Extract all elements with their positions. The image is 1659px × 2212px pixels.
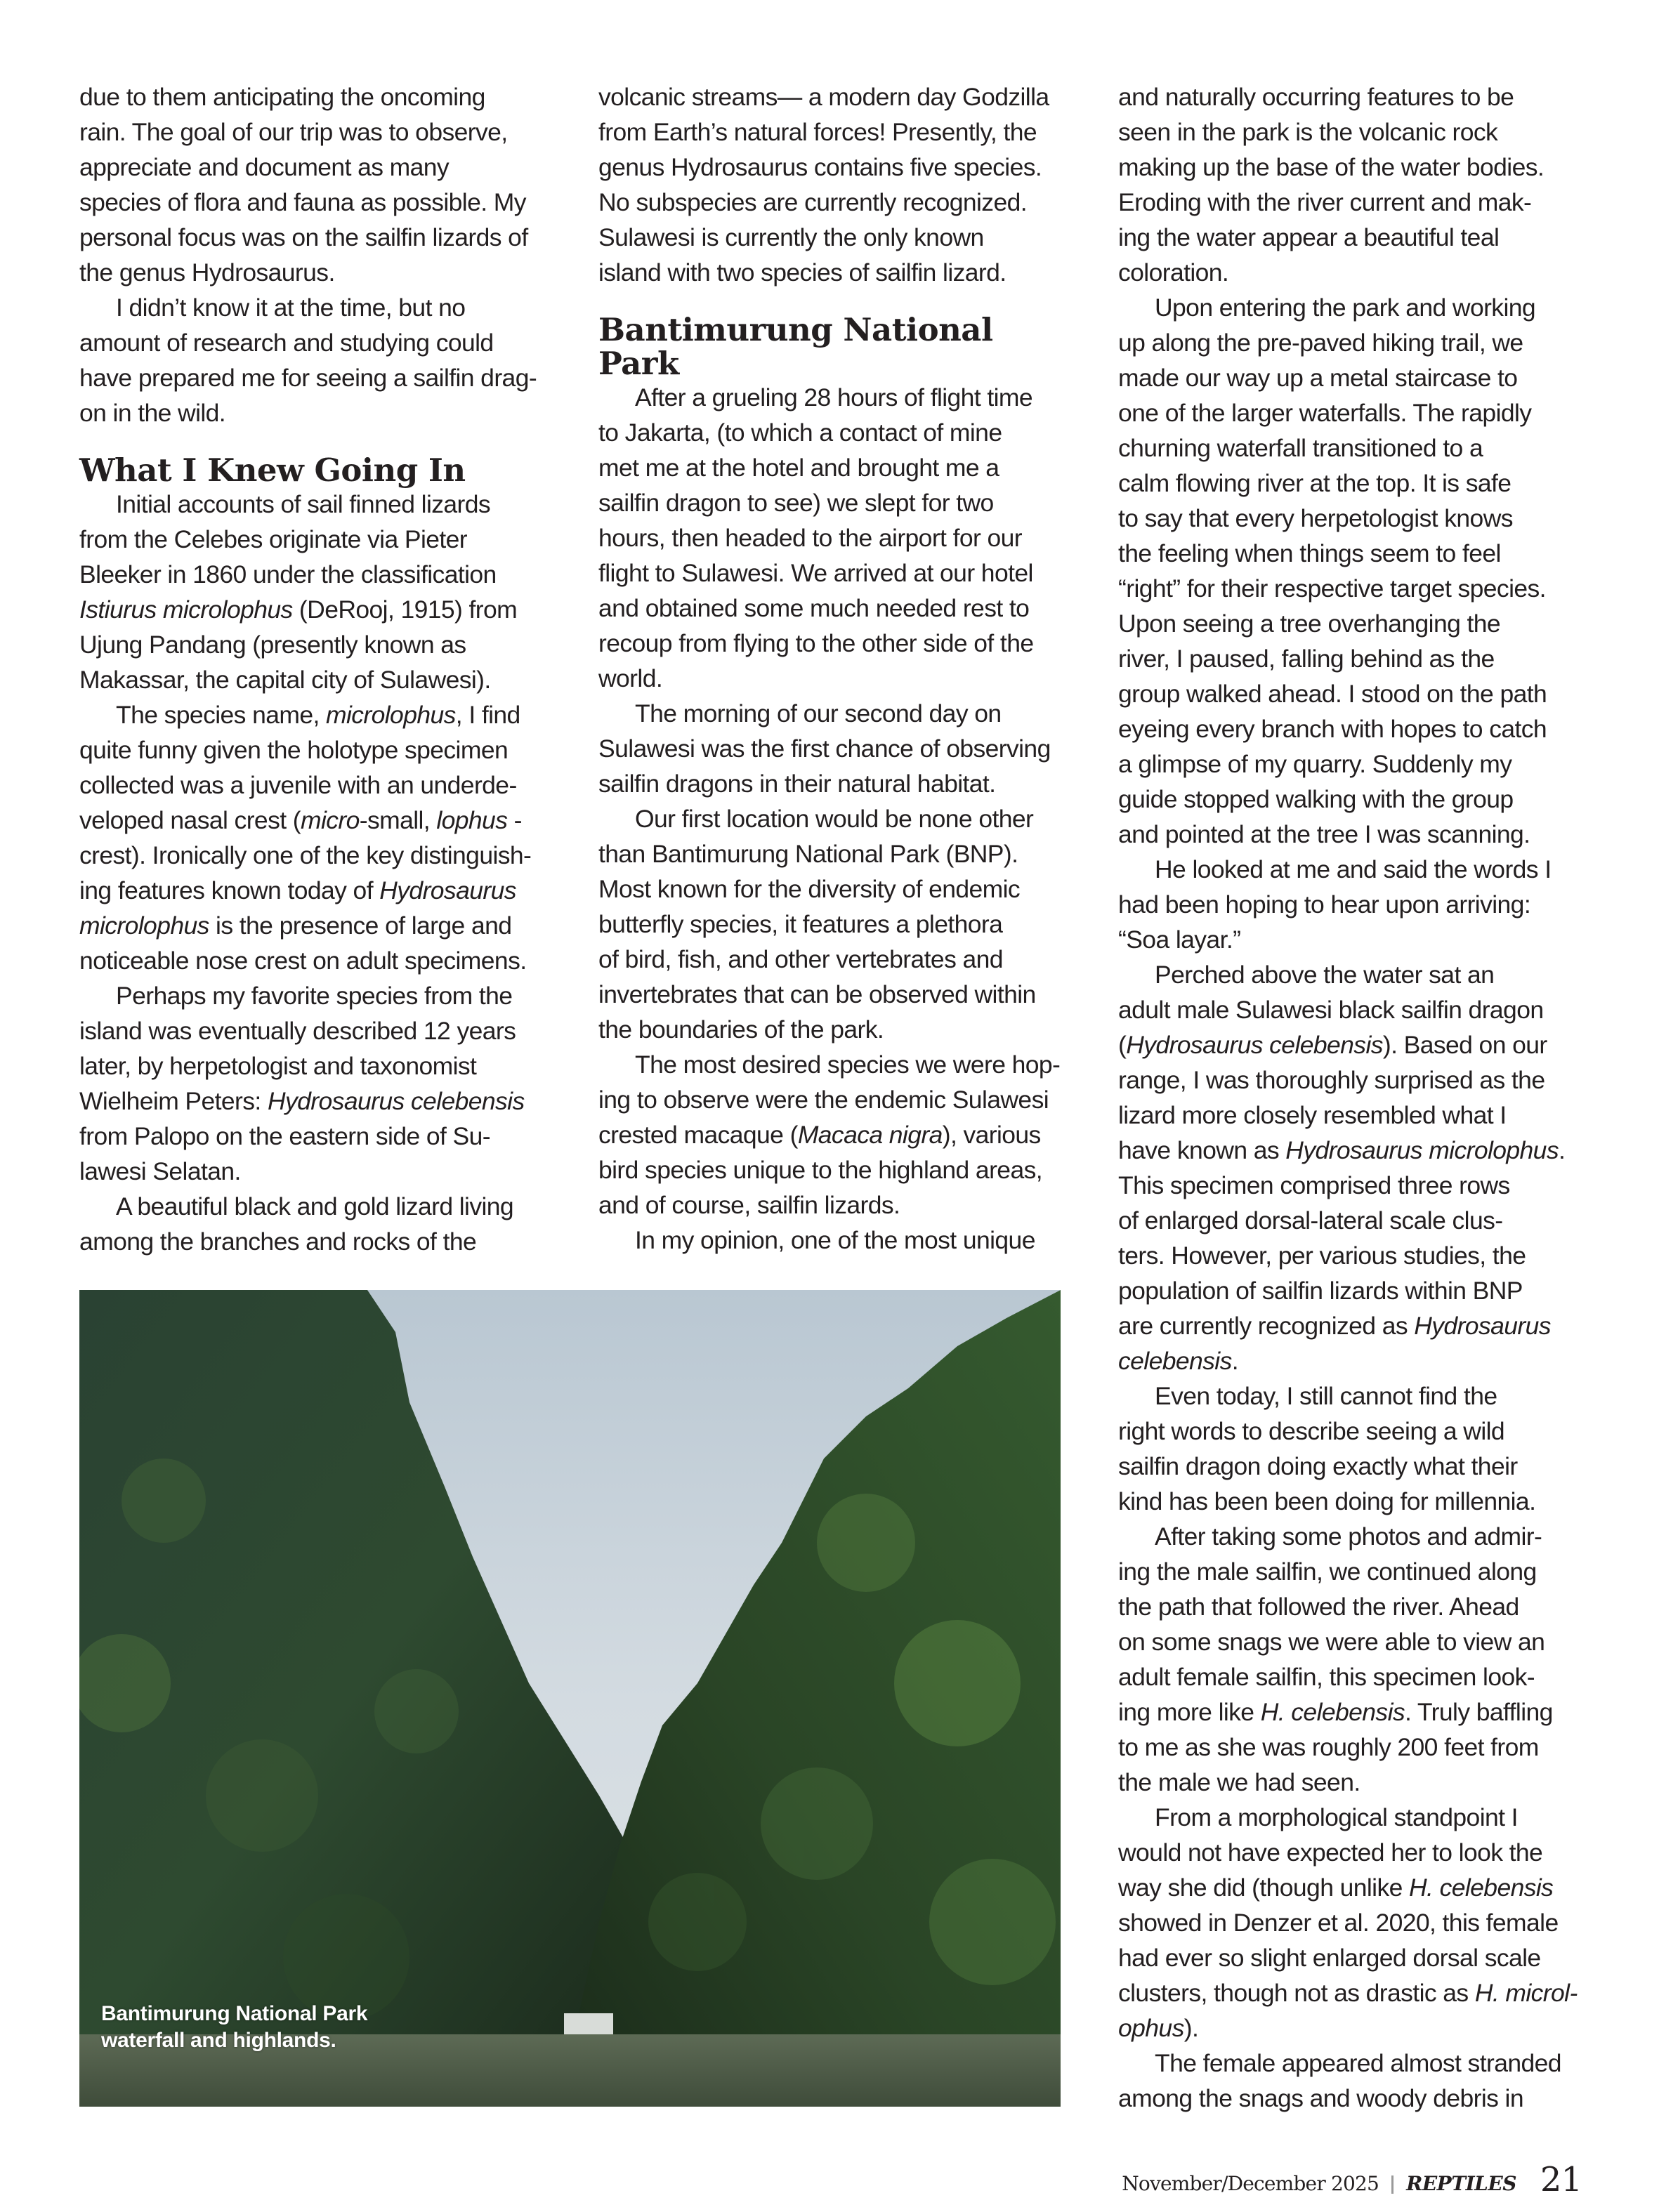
text-line: Perhaps my favorite species from the xyxy=(116,982,513,1010)
species-name: microlophus xyxy=(326,701,456,729)
text-line: had been hoping to hear upon arriving: xyxy=(1118,890,1531,919)
text-span: are currently recognized as xyxy=(1118,1312,1415,1340)
text-line xyxy=(1118,1308,1585,1343)
text-line: and of course, sailfin lizards. xyxy=(598,1191,900,1219)
text-line xyxy=(79,908,546,943)
text-line xyxy=(1118,1133,1585,1168)
species-name: Macaca nigra xyxy=(797,1121,943,1149)
paragraph xyxy=(1118,1800,1585,2046)
text-line: recoup from flying to the other side of the xyxy=(598,629,1034,657)
text-line: than Bantimurung National Park (BNP). xyxy=(598,840,1018,868)
species-name: Hydrosaurus celebensis xyxy=(267,1087,525,1115)
text-line: collected was a juvenile with an underde- xyxy=(79,771,517,799)
text-span: veloped nasal crest ( xyxy=(79,806,301,834)
paragraph xyxy=(79,79,546,290)
text-line: eyeing every branch with hopes to catch xyxy=(1118,715,1547,743)
text-line: volcanic streams— a modern day Godzilla xyxy=(598,83,1049,111)
text-span: crested macaque ( xyxy=(598,1121,798,1149)
text-line: would not have expected her to look the xyxy=(1118,1838,1543,1867)
text-span: -small, xyxy=(359,806,437,834)
text-line: From a morphological standpoint I xyxy=(1155,1803,1518,1831)
text-line xyxy=(79,873,546,908)
text-line: due to them anticipating the oncoming xyxy=(79,83,485,111)
text-line: Bleeker in 1860 under the classification xyxy=(79,560,497,588)
paragraph xyxy=(1118,1378,1585,1519)
text-line: one of the larger waterfalls. The rapidly xyxy=(1118,399,1532,427)
text-span: ), various xyxy=(942,1121,1041,1149)
text-span: ing features known today of xyxy=(79,876,380,904)
species-name: ophus xyxy=(1118,2014,1184,2042)
text-line: Sulawesi was the first chance of observing xyxy=(598,735,1051,763)
section-heading: What I Knew Going In xyxy=(79,452,466,489)
text-line: Perched above the water sat an xyxy=(1155,961,1495,989)
text-line: species of flora and fauna as possible. My xyxy=(79,188,526,216)
text-line: ing the water appear a beautiful teal xyxy=(1118,223,1500,251)
text-line: genus Hydrosaurus contains five species. xyxy=(598,153,1042,181)
text-line: adult male Sulawesi black sailfin dragon xyxy=(1118,996,1544,1024)
text-line: invertebrates that can be observed within xyxy=(598,980,1036,1008)
text-line xyxy=(79,1084,546,1119)
species-name: celebensis xyxy=(1118,1347,1232,1375)
text-line: group walked ahead. I stood on the path xyxy=(1118,680,1547,708)
text-line: flight to Sulawesi. We arrived at our hotel xyxy=(598,559,1033,587)
text-line: island with two species of sailfin lizard. xyxy=(598,258,1006,287)
page-number: 21 xyxy=(1540,2160,1582,2199)
text-line: hours, then headed to the airport for our xyxy=(598,524,1022,552)
text-line: later, by herpetologist and taxonomist xyxy=(79,1052,477,1080)
text-line: bird species unique to the highland areas, xyxy=(598,1156,1043,1184)
paragraph xyxy=(598,1223,1062,1258)
text-line: ters. However, per various studies, the xyxy=(1118,1242,1526,1270)
species-name: Istiurus microlophus xyxy=(79,595,293,624)
text-span: way she did (though unlike xyxy=(1118,1874,1410,1902)
text-line: In my opinion, one of the most unique xyxy=(635,1226,1035,1254)
text-line: have prepared me for seeing a sailfin drag- xyxy=(79,364,537,392)
text-line: population of sailfin lizards within BNP xyxy=(1118,1277,1523,1305)
text-line: on some snags we were able to view an xyxy=(1118,1628,1545,1656)
text-line: up along the pre-paved hiking trail, we xyxy=(1118,329,1523,357)
text-line: noticeable nose crest on adult specimens. xyxy=(79,947,527,975)
column-1 xyxy=(79,79,546,1259)
paragraph xyxy=(1118,852,1585,957)
paragraph xyxy=(1118,290,1585,852)
text-line: Even today, I still cannot find the xyxy=(1155,1382,1497,1410)
text-line xyxy=(1118,1343,1585,1378)
text-line: “Soa layar.” xyxy=(1118,926,1241,954)
text-line: Upon seeing a tree overhanging the xyxy=(1118,610,1501,638)
caption-line: waterfall and highlands. xyxy=(101,2029,336,2052)
text-line: to say that every herpetologist knows xyxy=(1118,504,1513,532)
text-line: the path that followed the river. Ahead xyxy=(1118,1593,1519,1621)
text-line: The most desired species we were hop- xyxy=(635,1051,1061,1079)
text-line: Our first location would be none other xyxy=(635,805,1034,833)
italic-term: lophus xyxy=(436,806,508,834)
text-span: ). Based on our xyxy=(1382,1031,1547,1059)
text-line: to me as she was roughly 200 feet from xyxy=(1118,1733,1539,1761)
text-line: The female appeared almost stranded xyxy=(1155,2049,1561,2077)
text-line: After a grueling 28 hours of flight time xyxy=(635,383,1033,412)
text-line: calm flowing river at the top. It is safe xyxy=(1118,469,1512,497)
text-line: This specimen comprised three rows xyxy=(1118,1171,1510,1199)
species-name: microlophus xyxy=(79,911,209,940)
text-line: seen in the park is the volcanic rock xyxy=(1118,118,1498,146)
text-line: range, I was thoroughly surprised as the xyxy=(1118,1066,1545,1094)
text-line: right words to describe seeing a wild xyxy=(1118,1417,1505,1445)
text-line: Makassar, the capital city of Sulawesi). xyxy=(79,666,491,694)
text-span: , I find xyxy=(455,701,520,729)
paragraph xyxy=(598,1047,1062,1223)
text-line: from Earth’s natural forces! Presently, the xyxy=(598,118,1037,146)
text-line xyxy=(1118,1975,1585,2010)
text-line: Initial accounts of sail finned lizards xyxy=(116,490,491,518)
heading-line: Bantimurung National xyxy=(598,311,993,348)
gorge-photo xyxy=(79,1290,1061,2107)
text-line: the genus Hydrosaurus. xyxy=(79,258,335,287)
text-line: from Palopo on the eastern side of Su- xyxy=(79,1122,490,1150)
text-line: and pointed at the tree I was scanning. xyxy=(1118,820,1530,848)
photo-caption xyxy=(101,2001,367,2054)
text-line: ing to observe were the endemic Sulawesi xyxy=(598,1086,1049,1114)
text-line: the male we had seen. xyxy=(1118,1768,1360,1796)
issue-date: November/December 2025 xyxy=(1122,2172,1379,2195)
species-name: Hydrosaurus celebensis xyxy=(1126,1031,1383,1059)
text-line: sailfin dragons in their natural habitat. xyxy=(598,770,996,798)
text-line xyxy=(79,592,546,627)
text-line: Most known for the diversity of endemic xyxy=(598,875,1021,903)
text-line: No subspecies are currently recognized. xyxy=(598,188,1028,216)
text-span: . xyxy=(1558,1136,1566,1164)
species-name: H. microl- xyxy=(1474,1979,1578,2007)
species-name: Hydrosaurus microlophus xyxy=(1285,1136,1559,1164)
paragraph xyxy=(79,487,546,697)
text-line: and obtained some much needed rest to xyxy=(598,594,1030,622)
text-line: the boundaries of the park. xyxy=(598,1015,884,1044)
text-line: crest). Ironically one of the key distinguish- xyxy=(79,841,532,869)
text-line: on in the wild. xyxy=(79,399,226,427)
text-line xyxy=(1118,2010,1585,2046)
text-line: and naturally occurring features to be xyxy=(1118,83,1514,111)
text-line: Upon entering the park and working xyxy=(1155,294,1536,322)
text-line xyxy=(1118,1694,1585,1730)
text-span: ing more like xyxy=(1118,1698,1261,1726)
paragraph xyxy=(1118,79,1585,290)
text-line: of bird, fish, and other vertebrates and xyxy=(598,945,1003,973)
text-line: had ever so slight enlarged dorsal scale xyxy=(1118,1944,1541,1972)
footer-divider xyxy=(1391,2175,1394,2194)
text-line: sailfin dragon doing exactly what their xyxy=(1118,1452,1518,1480)
paragraph xyxy=(598,801,1062,1047)
text-line: world. xyxy=(598,664,663,692)
caption-line: Bantimurung National Park xyxy=(101,2002,368,2025)
text-line: I didn’t know it at the time, but no xyxy=(116,294,466,322)
text-line: rain. The goal of our trip was to observe, xyxy=(79,118,508,146)
text-line: After taking some photos and admir- xyxy=(1155,1522,1542,1551)
species-name: H. celebensis xyxy=(1260,1698,1405,1726)
paragraph xyxy=(79,290,546,430)
paragraph xyxy=(598,696,1062,801)
species-name: H. celebensis xyxy=(1409,1874,1554,1902)
text-span: ). xyxy=(1183,2014,1199,2042)
text-line: “right” for their respective target species. xyxy=(1118,574,1546,603)
text-line: lizard more closely resembled what I xyxy=(1118,1101,1507,1129)
text-span: ( xyxy=(1118,1031,1127,1059)
species-name: Hydrosaurus xyxy=(379,876,516,904)
column-2 xyxy=(598,79,1062,1258)
text-line: ing the male sailfin, we continued along xyxy=(1118,1558,1537,1586)
section-heading xyxy=(598,312,1062,380)
paragraph xyxy=(598,380,1062,696)
column-3 xyxy=(1118,79,1585,2116)
text-span: (DeRooj, 1915) from xyxy=(292,595,518,624)
paragraph xyxy=(1118,1519,1585,1800)
text-line xyxy=(79,803,546,838)
text-line: The morning of our second day on xyxy=(635,699,1002,728)
text-line: quite funny given the holotype specimen xyxy=(79,736,509,764)
paragraph xyxy=(1118,957,1585,1378)
text-span: Wielheim Peters: xyxy=(79,1087,268,1115)
landscape-illustration xyxy=(79,1290,1061,2107)
text-line: the feeling when things seem to feel xyxy=(1118,539,1501,567)
text-line: made our way up a metal staircase to xyxy=(1118,364,1518,392)
text-span: clusters, though not as drastic as xyxy=(1118,1979,1475,2007)
text-line: A beautiful black and gold lizard living xyxy=(116,1192,514,1220)
text-line: making up the base of the water bodies. xyxy=(1118,153,1545,181)
text-line: guide stopped walking with the group xyxy=(1118,785,1514,813)
paragraph xyxy=(79,1189,546,1259)
text-line: island was eventually described 12 years xyxy=(79,1017,516,1045)
text-line: river, I paused, falling behind as the xyxy=(1118,645,1495,673)
text-line: Eroding with the river current and mak- xyxy=(1118,188,1532,216)
text-line: personal focus was on the sailfin lizards of xyxy=(79,223,528,251)
heading-line: Park xyxy=(598,345,679,382)
text-span: . Truly baffling xyxy=(1405,1698,1553,1726)
text-line xyxy=(79,697,546,732)
text-line: coloration. xyxy=(1118,258,1229,287)
magazine-name: REPTILES xyxy=(1406,2172,1516,2195)
text-line: a glimpse of my quarry. Suddenly my xyxy=(1118,750,1512,778)
text-line: Ujung Pandang (presently known as xyxy=(79,631,466,659)
text-line: lawesi Selatan. xyxy=(79,1157,241,1185)
page-footer xyxy=(1122,2157,1582,2199)
text-span: is the presence of large and xyxy=(209,911,512,940)
text-line: butterfly species, it features a plethora xyxy=(598,910,1003,938)
text-line: Sulawesi is currently the only known xyxy=(598,223,984,251)
text-span: - xyxy=(507,806,522,834)
text-line: to Jakarta, (to which a contact of mine xyxy=(598,419,1002,447)
paragraph xyxy=(1118,2046,1585,2116)
italic-term: micro xyxy=(300,806,360,834)
text-line: adult female sailfin, this specimen look- xyxy=(1118,1663,1535,1691)
text-line: He looked at me and said the words I xyxy=(1155,855,1552,883)
text-line: showed in Denzer et al. 2020, this female xyxy=(1118,1909,1559,1937)
text-line: met me at the hotel and brought me a xyxy=(598,454,999,482)
text-line: churning waterfall transitioned to a xyxy=(1118,434,1483,462)
text-line: sailfin dragon to see) we slept for two xyxy=(598,489,994,517)
text-line xyxy=(1118,1870,1585,1905)
species-name: Hydrosaurus xyxy=(1414,1312,1551,1340)
text-line xyxy=(1118,1027,1585,1062)
text-span: have known as xyxy=(1118,1136,1286,1164)
text-line: amount of research and studying could xyxy=(79,329,494,357)
text-line: appreciate and document as many xyxy=(79,153,450,181)
text-line: among the branches and rocks of the xyxy=(79,1227,477,1256)
paragraph xyxy=(598,79,1062,290)
paragraph xyxy=(79,978,546,1189)
text-line xyxy=(598,1117,1062,1152)
text-line: from the Celebes originate via Pieter xyxy=(79,525,468,553)
text-span: . xyxy=(1231,1347,1239,1375)
text-span: The species name, xyxy=(116,701,326,729)
text-line: kind has been been doing for millennia. xyxy=(1118,1487,1536,1515)
paragraph xyxy=(79,697,546,978)
text-line: of enlarged dorsal-lateral scale clus- xyxy=(1118,1206,1503,1235)
text-line: among the snags and woody debris in xyxy=(1118,2084,1523,2112)
